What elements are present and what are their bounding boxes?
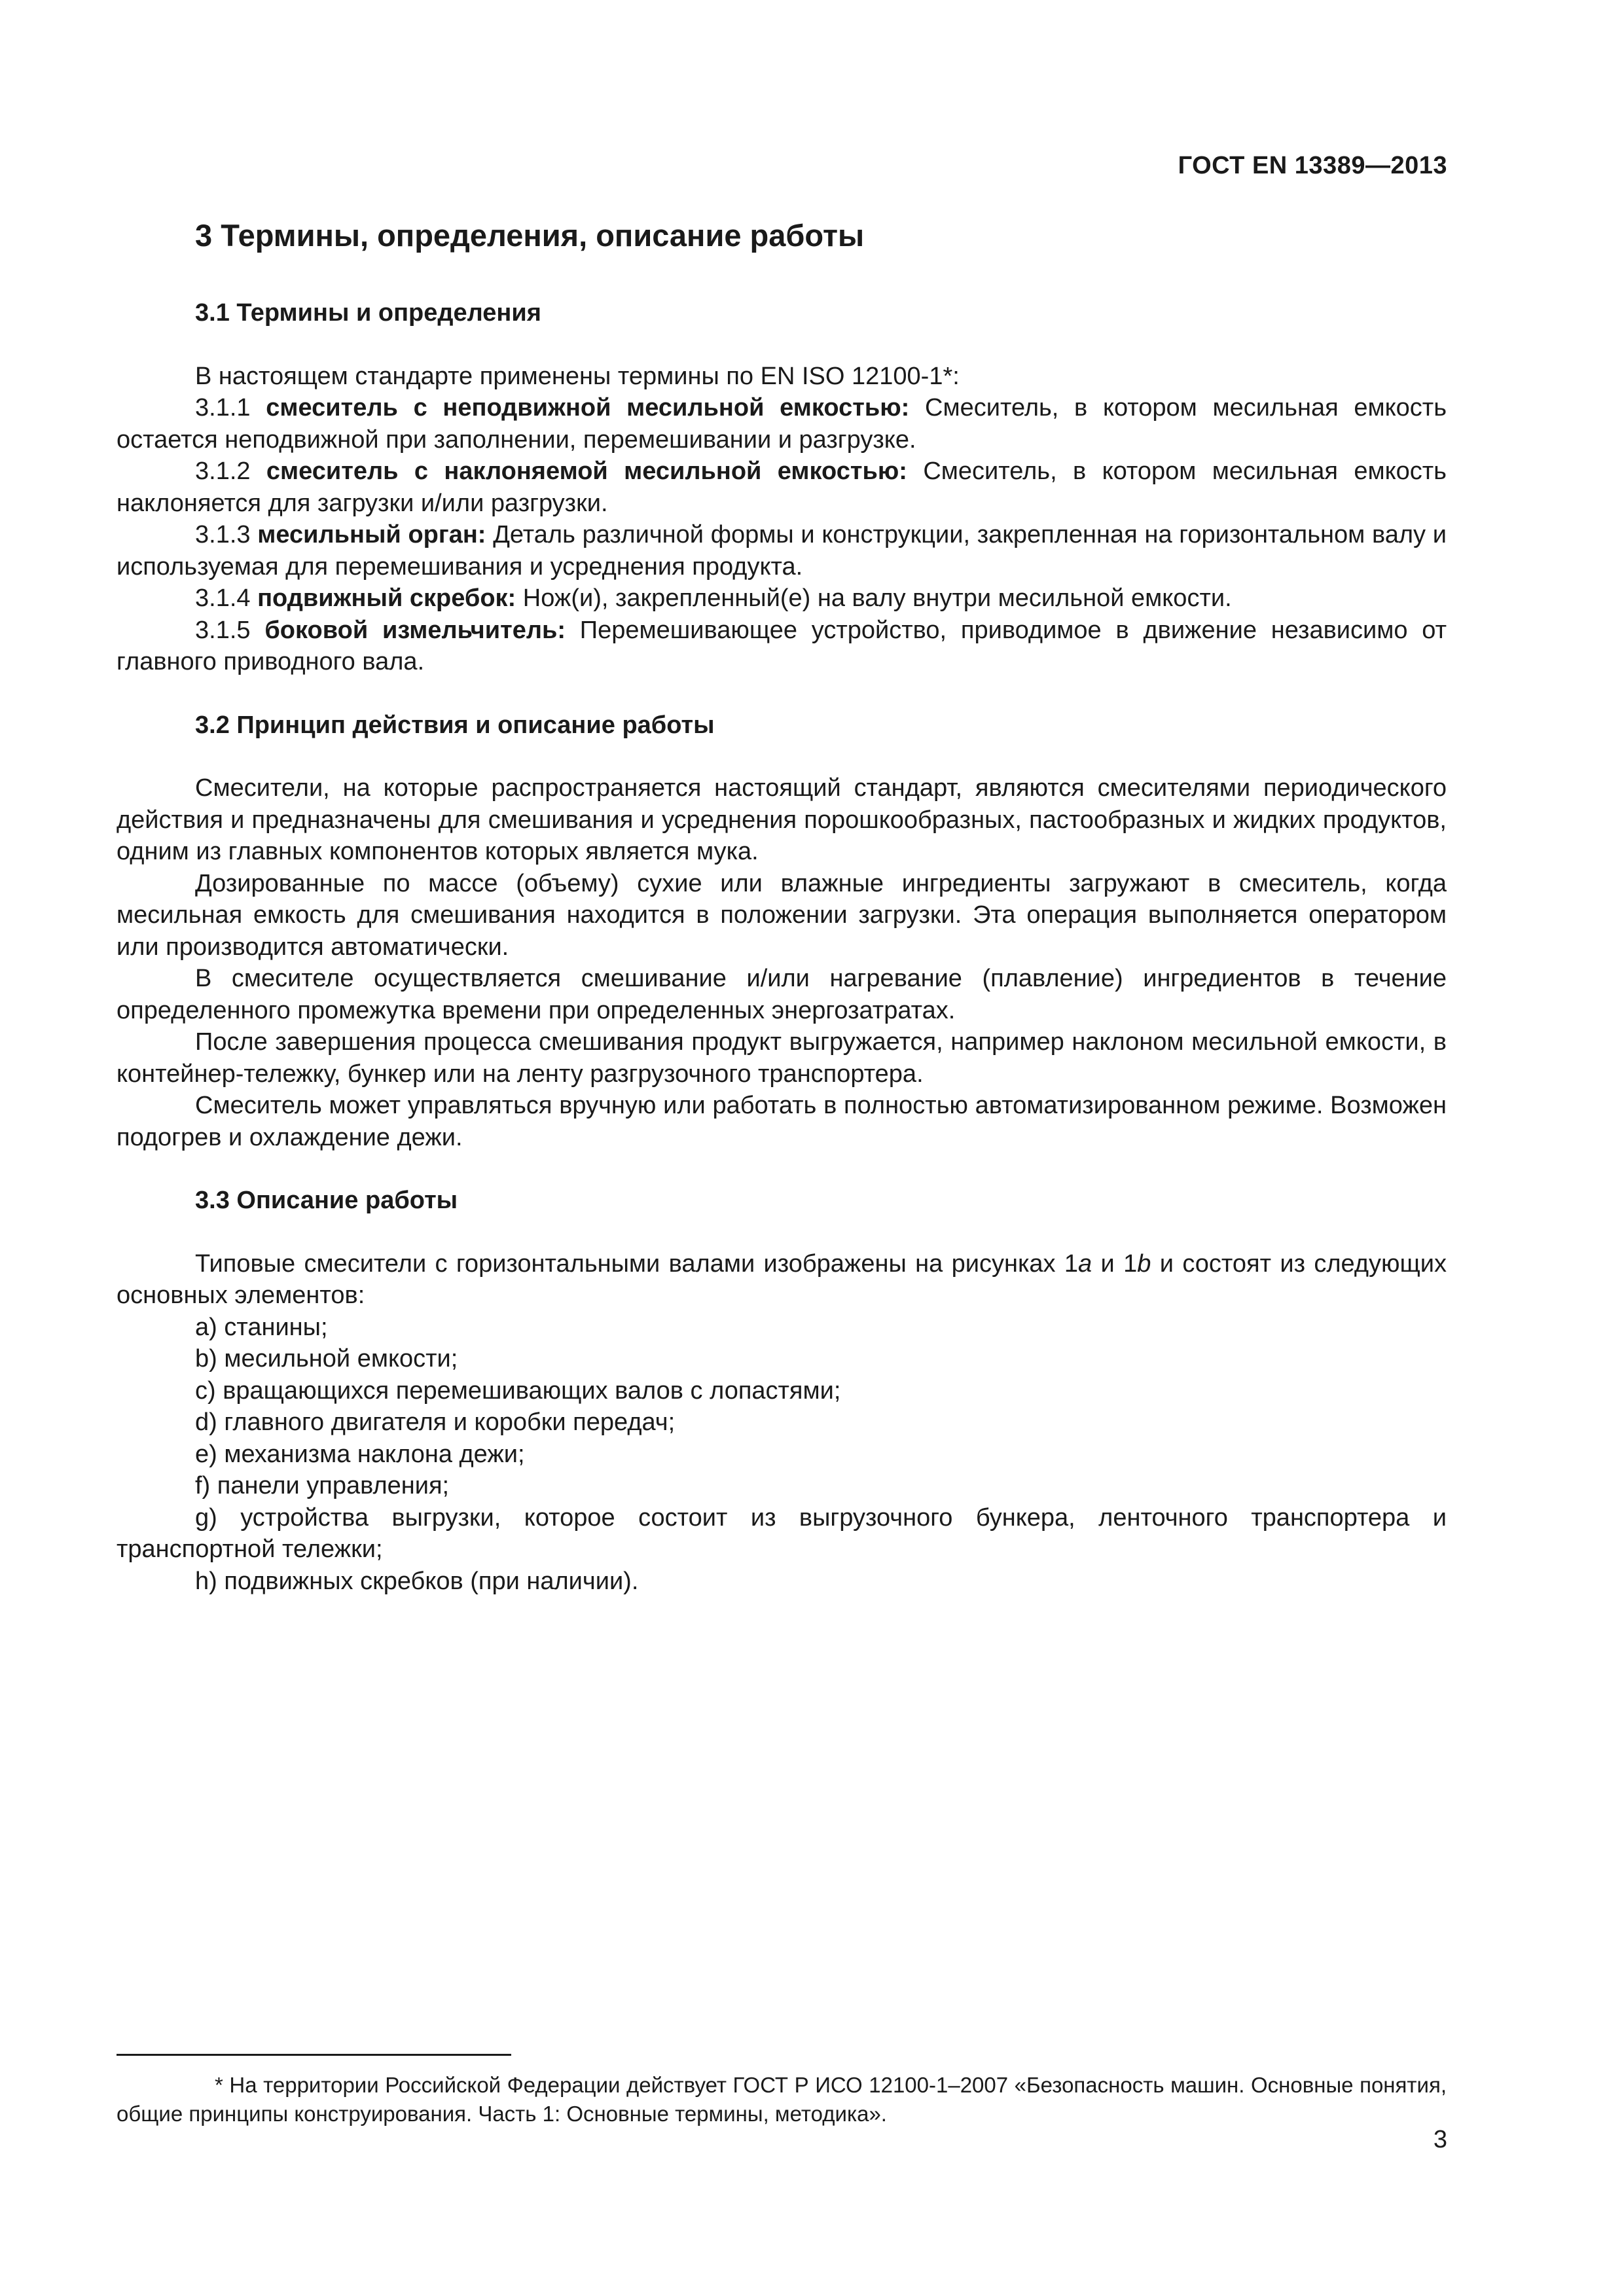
term-name: смеситель с наклоняемой месильной емкостью: [266,457,907,485]
section-3-title: 3 Термины, определения, описание работы [195,218,865,253]
paragraph: Смеситель может управляться вручную или работать в полностью автоматизированном режиме. Возможен подогрев и охлаждение дежи. [117,1092,1447,1151]
term-3-1-2 [117,456,1447,519]
footnote [117,2071,1447,2128]
figure-ref-a: a [1078,1249,1092,1278]
term-3-1-5 [117,615,1447,678]
intro-text: и 1 [1092,1249,1138,1278]
page-content [117,216,1447,1597]
list-item: d) главного двигателя и коробки передач; [195,1408,676,1436]
term-number: 3.1.1 [195,394,251,422]
intro-text: Типовые смесители с горизонтальными валами изображены на рисунках 1 [195,1249,1079,1278]
document-header-id: ГОСТ EN 13389—2013 [1178,152,1447,179]
term-definition: Смеситель, в котором месильная емкость остается неподвижной при заполнении, перемешивании и разгрузке. [117,394,1447,454]
term-name: смеситель с неподвижной месильной емкостью: [266,394,910,422]
list-item: b) месильной емкости; [195,1345,458,1372]
paragraph: Смесители, на которые распространяется настоящий стандарт, являются смесителями периодического действия и предназначены для смешивания и усреднения порошкообразных, пастообразных и жидких продуктов, одним из главных компонентов которых является мука. [117,774,1447,865]
term-3-1-3 [117,519,1447,583]
term-number: 3.1.4 [195,584,251,612]
section-3-1-title: 3.1 Термины и определения [195,299,541,327]
term-definition: Нож(и), закрепленный(е) на валу внутри месильной емкости. [522,584,1232,612]
term-number: 3.1.5 [195,616,251,644]
list-item: a) станины; [195,1313,328,1341]
term-name: подвижный скребок: [257,584,516,612]
footnote-text: * На территории Российской Федерации действует ГОСТ Р ИСО 12100-1–2007 «Безопасность машин. Основные понятия, общие принципы конструирования. Часть 1: Основные термины, методика». [117,2073,1447,2126]
term-number: 3.1.3 [195,521,251,548]
terms-intro: В настоящем стандарте применены термины по EN ISO 12100-1*: [195,362,960,390]
term-definition: Перемешивающее устройство, приводимое в движение независимо от главного приводного вала. [117,616,1447,675]
elements-intro [117,1248,1447,1312]
term-number: 3.1.2 [195,457,251,485]
paragraph: В смесителе осуществляется смешивание и/или нагревание (плавление) ингредиентов в течение определенного промежутка времени при определенных энергозатратах. [117,965,1447,1024]
list-item: e) механизма наклона дежи; [195,1440,525,1468]
section-3-3-title: 3.3 Описание работы [195,1187,458,1214]
list-item: f) панели управления; [195,1472,450,1499]
list-item: h) подвижных скребков (при наличии). [195,1567,639,1595]
footnote-divider [117,2054,511,2056]
term-3-1-1 [117,392,1447,456]
list-item: g) устройства выгрузки, которое состоит из выгрузочного бункера, ленточного транспортера и транспортной тележки; [117,1503,1447,1563]
term-3-1-4 [117,583,1447,615]
figure-ref-b: b [1137,1249,1151,1278]
intro-text: и состоят из следующих основных элементов: [117,1249,1447,1309]
term-definition: Смеситель, в котором месильная емкость наклоняется для загрузки и/или разгрузки. [117,457,1447,517]
term-definition: Деталь различной формы и конструкции, закрепленная на горизонтальном валу и используемая для перемешивания и усреднения продукта. [117,521,1447,581]
term-name: месильный орган: [257,521,486,548]
term-name: боковой измельчитель: [264,616,566,644]
page-number: 3 [1433,2126,1447,2153]
section-3-2-title: 3.2 Принцип действия и описание работы [195,711,715,739]
list-item: c) вращающихся перемешивающих валов с лопастями; [195,1376,841,1405]
paragraph: Дозированные по массе (объему) сухие или влажные ингредиенты загружают в смеситель, когда месильная емкость для смешивания находится в положении загрузки. Эта операция выполняется оператором или производится автоматически. [117,869,1447,961]
paragraph: После завершения процесса смешивания продукт выгружается, например наклоном месильной емкости, в контейнер-тележку, бункер или на ленту разгрузочного транспортера. [117,1028,1447,1088]
